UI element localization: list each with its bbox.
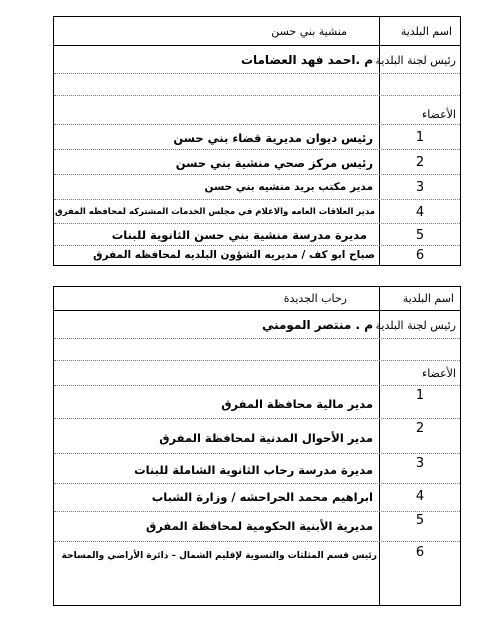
member-row	[54, 224, 460, 246]
municipality-name: منشية بني حسن	[271, 25, 347, 38]
member-text: رئيس مركز صحي منشية بني حسن	[175, 156, 373, 170]
member-row	[54, 386, 460, 419]
member-number: 2	[415, 421, 425, 436]
member-row	[54, 484, 460, 512]
municipality-table-mansheyet-bani-hasan	[53, 16, 461, 266]
member-text: مدير مالية محافظة المفرق	[221, 397, 373, 411]
member-text: رئيس قسم المثلثات والتسوية لإقليم الشمال – دائرة الأراضي والمساحة	[61, 551, 377, 561]
chairman-name: م . منتصر المومني	[261, 318, 373, 332]
member-row	[54, 175, 460, 200]
member-text: مدير مكتب بريد منشيه بني حسن	[204, 181, 373, 193]
member-number: 1	[415, 130, 425, 145]
member-number: 4	[415, 205, 425, 220]
member-text: مدير الأحوال المدنية لمحافظة المفرق	[159, 431, 373, 445]
member-number: 6	[415, 545, 425, 560]
municipality-table-rehab-al-jadida	[53, 286, 461, 606]
municipality-label: اسم البلدية	[402, 292, 454, 305]
member-row	[54, 200, 460, 224]
member-number: 6	[415, 248, 425, 263]
municipality-label: اسم البلدية	[400, 25, 452, 38]
member-text: مديرية الأبنية الحكومية لمحافظة المفرق	[146, 519, 373, 533]
member-text: ابراهيم محمد الحراحشه / وزارة الشباب	[151, 490, 373, 504]
chairman-label: رئيس لجنة البلدية	[375, 319, 456, 332]
member-text: صباح ابو كف / مديريه الشؤون البلديه لمحافظه المفرق	[93, 249, 375, 261]
member-number: 5	[415, 513, 425, 528]
members-label: الأعضاء	[422, 108, 456, 121]
member-row	[54, 454, 460, 484]
member-row	[54, 150, 460, 175]
member-row	[54, 125, 460, 150]
member-number: 4	[415, 489, 425, 504]
municipality-name: رحاب الجديدة	[283, 292, 347, 305]
member-row	[54, 246, 460, 265]
empty-row	[54, 74, 460, 96]
member-number: 2	[415, 155, 425, 170]
members-label: الأعضاء	[422, 367, 456, 380]
member-row	[54, 419, 460, 454]
member-text: مديرة مدرسة رحاب الثانوية الشاملة للبنات	[134, 463, 373, 477]
chairman-row	[54, 311, 460, 339]
member-text: مديرة مدرسة منشية بني حسن الثانوية للبنات	[111, 228, 367, 242]
member-number: 1	[415, 388, 425, 403]
municipality-row	[54, 17, 460, 46]
member-number: 5	[415, 228, 425, 243]
member-number: 3	[415, 456, 425, 471]
chairman-name: م .احمد فهد العضامات	[240, 53, 373, 67]
member-text: رئيس ديوان مديرية قضاء بني حسن	[173, 131, 373, 145]
member-row	[54, 542, 460, 605]
members-header-row	[54, 96, 460, 125]
members-header-row	[54, 361, 460, 386]
empty-row	[54, 339, 460, 361]
member-number: 3	[415, 180, 425, 195]
member-text: مدير العلاقات العامه والاعلام في مجلس الخدمات المشتركه لمحافظه المفرق	[55, 207, 375, 217]
chairman-row	[54, 46, 460, 74]
chairman-label: رئيس لجنة البلدية	[375, 54, 456, 67]
member-row	[54, 512, 460, 542]
municipality-row	[54, 287, 460, 311]
